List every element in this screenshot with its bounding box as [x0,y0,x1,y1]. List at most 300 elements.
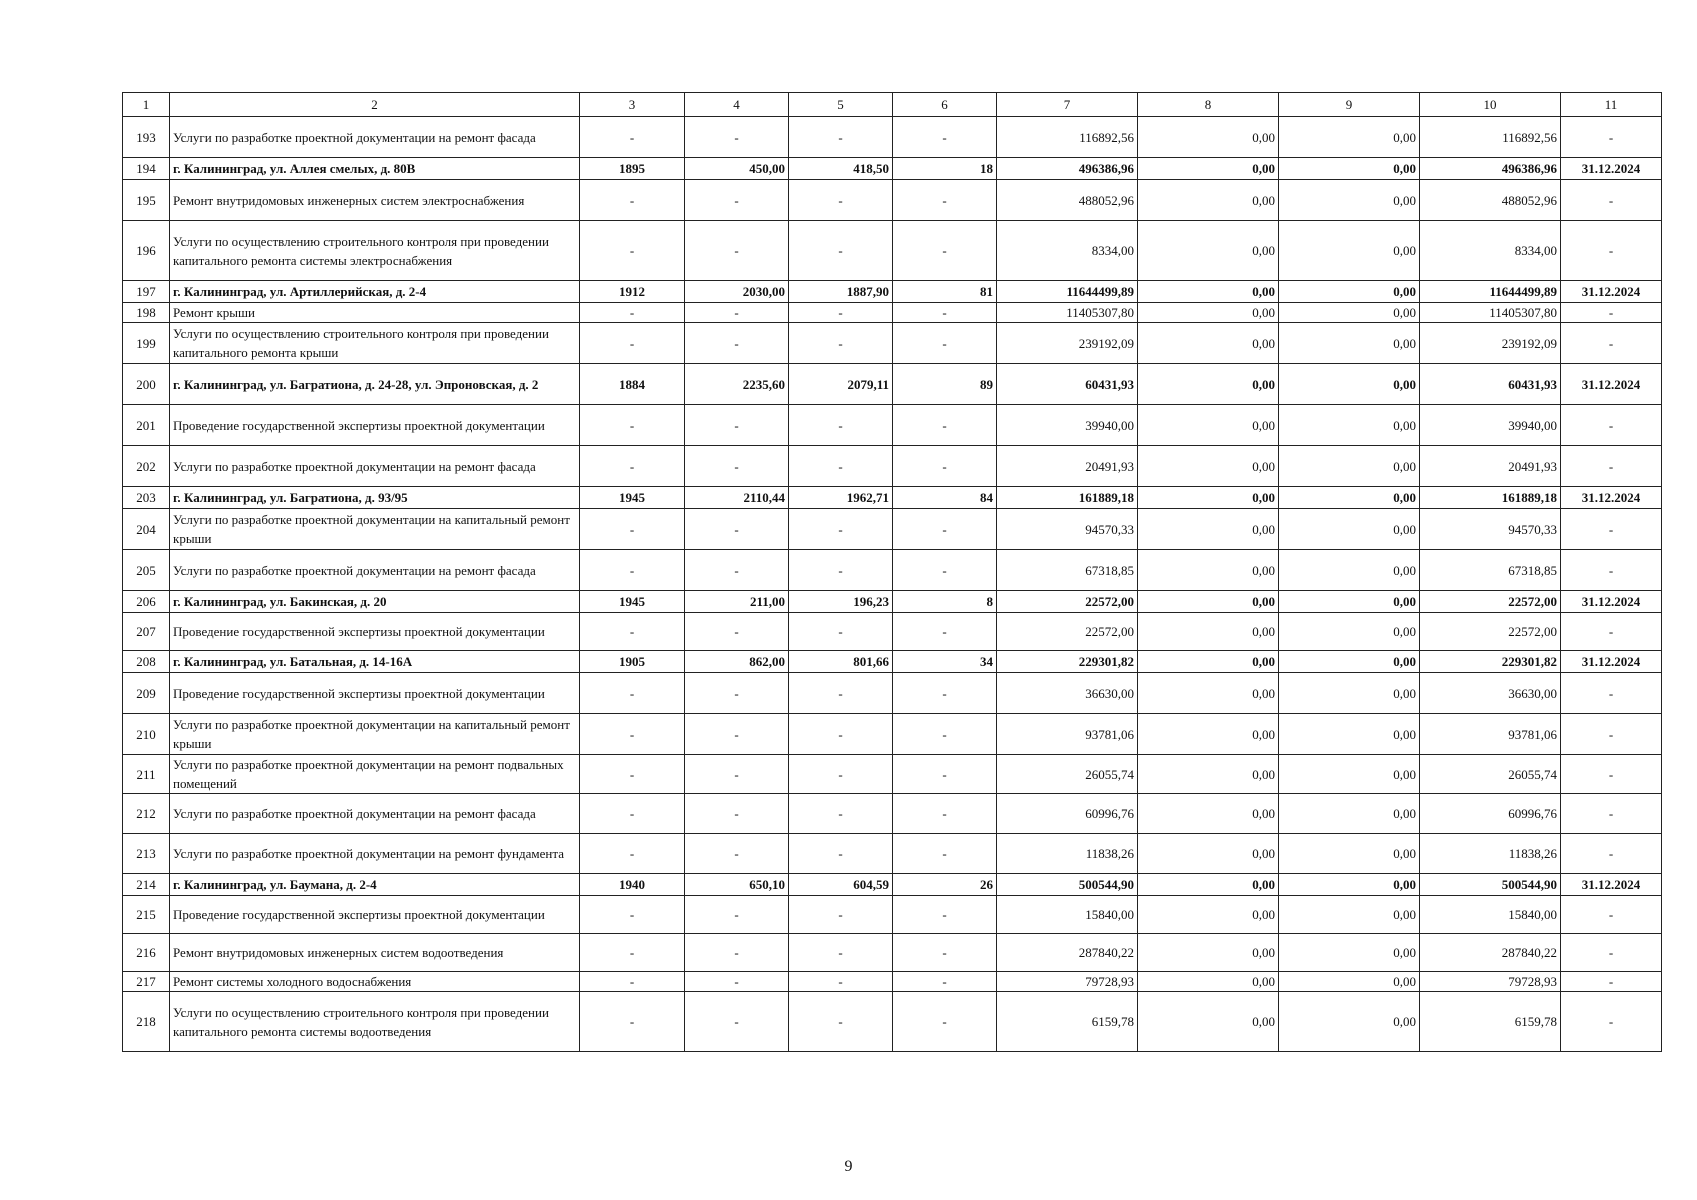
value-cell-c8: 0,00 [1138,364,1279,405]
work-row [123,221,1662,281]
value-cell-c11: - [1561,180,1662,221]
value-cell-c11: - [1561,834,1662,874]
value-cell-c8: 0,00 [1138,509,1279,550]
value-cell-c11: - [1561,972,1662,992]
value-cell-c11: - [1561,896,1662,934]
value-cell-c8: 0,00 [1138,487,1279,509]
value-cell-c10: 11405307,80 [1420,303,1561,323]
value-cell-c3: - [580,613,685,651]
value-cell-c7: 36630,00 [997,673,1138,714]
value-cell-c8: 0,00 [1138,794,1279,834]
page-number: 9 [844,1158,853,1175]
value-cell-c3: - [580,180,685,221]
value-cell-c6: 34 [893,651,997,673]
work-row [123,673,1662,714]
value-cell-c5: - [789,794,893,834]
work-row [123,550,1662,591]
value-cell-c3: - [580,992,685,1052]
work-row [123,992,1662,1052]
address-row [123,651,1662,673]
value-cell-c4: - [685,446,789,487]
value-cell-c11: - [1561,755,1662,794]
value-cell-c9: 0,00 [1279,651,1420,673]
value-cell-c5: - [789,446,893,487]
row-number-cell: 201 [123,405,170,446]
description-cell: Услуги по разработке проектной документации на ремонт фасада [170,550,580,591]
description-cell: г. Калининград, ул. Баумана, д. 2-4 [170,874,580,896]
value-cell-c10: 22572,00 [1420,591,1561,613]
value-cell-c4: - [685,896,789,934]
works-table [122,92,1662,1052]
value-cell-c10: 496386,96 [1420,158,1561,180]
value-cell-c3: 1945 [580,487,685,509]
value-cell-c6: - [893,405,997,446]
value-cell-c9: 0,00 [1279,972,1420,992]
value-cell-c11: 31.12.2024 [1561,591,1662,613]
value-cell-c10: 22572,00 [1420,613,1561,651]
value-cell-c3: 1912 [580,281,685,303]
value-cell-c6: - [893,303,997,323]
description-cell: г. Калининград, ул. Бакинская, д. 20 [170,591,580,613]
value-cell-c11: - [1561,673,1662,714]
value-cell-c11: 31.12.2024 [1561,874,1662,896]
work-row [123,180,1662,221]
description-cell: Услуги по разработке проектной документации на капитальный ремонт крыши [170,509,580,550]
header-cell: 5 [789,93,893,117]
value-cell-c6: - [893,221,997,281]
value-cell-c3: - [580,972,685,992]
address-row [123,364,1662,405]
value-cell-c11: 31.12.2024 [1561,281,1662,303]
value-cell-c9: 0,00 [1279,364,1420,405]
value-cell-c10: 11644499,89 [1420,281,1561,303]
description-cell: Услуги по разработке проектной документации на ремонт фундамента [170,834,580,874]
value-cell-c9: 0,00 [1279,180,1420,221]
value-cell-c8: 0,00 [1138,613,1279,651]
row-number-cell: 213 [123,834,170,874]
value-cell-c9: 0,00 [1279,487,1420,509]
header-cell: 10 [1420,93,1561,117]
value-cell-c7: 22572,00 [997,613,1138,651]
value-cell-c7: 287840,22 [997,934,1138,972]
row-number-cell: 203 [123,487,170,509]
description-cell: Услуги по разработке проектной документации на ремонт подвальных помещений [170,755,580,794]
value-cell-c8: 0,00 [1138,303,1279,323]
value-cell-c11: - [1561,613,1662,651]
value-cell-c3: - [580,405,685,446]
value-cell-c5: 196,23 [789,591,893,613]
value-cell-c6: - [893,896,997,934]
address-row [123,487,1662,509]
value-cell-c8: 0,00 [1138,834,1279,874]
value-cell-c9: 0,00 [1279,714,1420,755]
value-cell-c5: - [789,755,893,794]
row-number-cell: 216 [123,934,170,972]
row-number-cell: 206 [123,591,170,613]
value-cell-c4: - [685,794,789,834]
value-cell-c6: 26 [893,874,997,896]
value-cell-c8: 0,00 [1138,934,1279,972]
value-cell-c7: 15840,00 [997,896,1138,934]
row-number-cell: 208 [123,651,170,673]
value-cell-c6: - [893,323,997,364]
value-cell-c10: 239192,09 [1420,323,1561,364]
column-number-header-row [123,93,1662,117]
value-cell-c11: - [1561,794,1662,834]
value-cell-c6: - [893,509,997,550]
value-cell-c3: 1884 [580,364,685,405]
row-number-cell: 207 [123,613,170,651]
value-cell-c8: 0,00 [1138,405,1279,446]
value-cell-c5: 2079,11 [789,364,893,405]
value-cell-c10: 15840,00 [1420,896,1561,934]
value-cell-c6: - [893,446,997,487]
value-cell-c11: - [1561,117,1662,158]
description-cell: г. Калининград, ул. Багратиона, д. 24-28, ул. Эпроновская, д. 2 [170,364,580,405]
value-cell-c5: - [789,972,893,992]
value-cell-c8: 0,00 [1138,281,1279,303]
row-number-cell: 214 [123,874,170,896]
value-cell-c9: 0,00 [1279,303,1420,323]
value-cell-c11: - [1561,509,1662,550]
value-cell-c10: 287840,22 [1420,934,1561,972]
value-cell-c7: 229301,82 [997,651,1138,673]
value-cell-c5: - [789,509,893,550]
value-cell-c11: - [1561,323,1662,364]
value-cell-c11: - [1561,934,1662,972]
value-cell-c10: 36630,00 [1420,673,1561,714]
value-cell-c10: 67318,85 [1420,550,1561,591]
value-cell-c8: 0,00 [1138,896,1279,934]
value-cell-c11: - [1561,992,1662,1052]
value-cell-c9: 0,00 [1279,550,1420,591]
value-cell-c9: 0,00 [1279,323,1420,364]
value-cell-c7: 60996,76 [997,794,1138,834]
value-cell-c10: 60431,93 [1420,364,1561,405]
value-cell-c10: 20491,93 [1420,446,1561,487]
value-cell-c6: 18 [893,158,997,180]
value-cell-c4: - [685,972,789,992]
description-cell: Проведение государственной экспертизы проектной документации [170,613,580,651]
value-cell-c3: - [580,446,685,487]
value-cell-c4: - [685,934,789,972]
work-row [123,323,1662,364]
header-cell: 4 [685,93,789,117]
value-cell-c3: - [580,896,685,934]
row-number-cell: 211 [123,755,170,794]
value-cell-c9: 0,00 [1279,934,1420,972]
work-row [123,714,1662,755]
value-cell-c3: 1895 [580,158,685,180]
value-cell-c10: 79728,93 [1420,972,1561,992]
value-cell-c5: - [789,673,893,714]
value-cell-c9: 0,00 [1279,405,1420,446]
value-cell-c5: - [789,550,893,591]
value-cell-c5: 1887,90 [789,281,893,303]
value-cell-c7: 20491,93 [997,446,1138,487]
row-number-cell: 194 [123,158,170,180]
value-cell-c5: - [789,992,893,1052]
row-number-cell: 215 [123,896,170,934]
description-cell: Проведение государственной экспертизы проектной документации [170,673,580,714]
value-cell-c10: 11838,26 [1420,834,1561,874]
value-cell-c8: 0,00 [1138,446,1279,487]
description-cell: Ремонт внутридомовых инженерных систем водоотведения [170,934,580,972]
value-cell-c5: - [789,303,893,323]
value-cell-c9: 0,00 [1279,221,1420,281]
value-cell-c4: 2110,44 [685,487,789,509]
value-cell-c7: 8334,00 [997,221,1138,281]
value-cell-c10: 116892,56 [1420,117,1561,158]
value-cell-c9: 0,00 [1279,509,1420,550]
value-cell-c3: - [580,303,685,323]
value-cell-c8: 0,00 [1138,714,1279,755]
value-cell-c3: - [580,323,685,364]
row-number-cell: 218 [123,992,170,1052]
row-number-cell: 205 [123,550,170,591]
value-cell-c9: 0,00 [1279,992,1420,1052]
description-cell: Проведение государственной экспертизы проектной документации [170,405,580,446]
value-cell-c5: - [789,221,893,281]
value-cell-c6: 84 [893,487,997,509]
address-row [123,158,1662,180]
value-cell-c4: - [685,714,789,755]
value-cell-c6: - [893,834,997,874]
value-cell-c8: 0,00 [1138,651,1279,673]
value-cell-c9: 0,00 [1279,613,1420,651]
value-cell-c6: - [893,714,997,755]
value-cell-c7: 11405307,80 [997,303,1138,323]
value-cell-c7: 67318,85 [997,550,1138,591]
value-cell-c3: - [580,794,685,834]
value-cell-c9: 0,00 [1279,794,1420,834]
value-cell-c7: 39940,00 [997,405,1138,446]
value-cell-c8: 0,00 [1138,972,1279,992]
header-cell: 6 [893,93,997,117]
value-cell-c5: 604,59 [789,874,893,896]
value-cell-c5: - [789,934,893,972]
value-cell-c7: 22572,00 [997,591,1138,613]
value-cell-c4: - [685,117,789,158]
value-cell-c10: 229301,82 [1420,651,1561,673]
value-cell-c10: 488052,96 [1420,180,1561,221]
value-cell-c10: 26055,74 [1420,755,1561,794]
value-cell-c9: 0,00 [1279,117,1420,158]
value-cell-c11: 31.12.2024 [1561,487,1662,509]
value-cell-c10: 6159,78 [1420,992,1561,1052]
work-row [123,303,1662,323]
address-row [123,281,1662,303]
value-cell-c5: - [789,117,893,158]
value-cell-c7: 79728,93 [997,972,1138,992]
value-cell-c4: - [685,509,789,550]
value-cell-c4: - [685,613,789,651]
value-cell-c8: 0,00 [1138,673,1279,714]
description-cell: г. Калининград, ул. Артиллерийская, д. 2-4 [170,281,580,303]
value-cell-c8: 0,00 [1138,180,1279,221]
value-cell-c10: 60996,76 [1420,794,1561,834]
header-cell: 7 [997,93,1138,117]
value-cell-c5: 801,66 [789,651,893,673]
value-cell-c7: 496386,96 [997,158,1138,180]
row-number-cell: 210 [123,714,170,755]
work-row [123,405,1662,446]
value-cell-c5: - [789,613,893,651]
value-cell-c4: 650,10 [685,874,789,896]
value-cell-c8: 0,00 [1138,591,1279,613]
work-row [123,117,1662,158]
work-row [123,613,1662,651]
value-cell-c4: 450,00 [685,158,789,180]
value-cell-c10: 500544,90 [1420,874,1561,896]
work-row [123,755,1662,794]
value-cell-c7: 6159,78 [997,992,1138,1052]
value-cell-c5: - [789,714,893,755]
value-cell-c4: - [685,180,789,221]
value-cell-c6: - [893,934,997,972]
address-row [123,874,1662,896]
value-cell-c3: - [580,755,685,794]
header-cell: 3 [580,93,685,117]
value-cell-c4: - [685,673,789,714]
value-cell-c7: 116892,56 [997,117,1138,158]
address-row [123,591,1662,613]
value-cell-c3: - [580,117,685,158]
value-cell-c4: 2030,00 [685,281,789,303]
row-number-cell: 196 [123,221,170,281]
value-cell-c3: 1905 [580,651,685,673]
row-number-cell: 204 [123,509,170,550]
row-number-cell: 195 [123,180,170,221]
value-cell-c4: - [685,303,789,323]
work-row [123,834,1662,874]
value-cell-c7: 11838,26 [997,834,1138,874]
value-cell-c11: 31.12.2024 [1561,651,1662,673]
value-cell-c6: - [893,673,997,714]
description-cell: Услуги по осуществлению строительного контроля при проведении капитального ремонта крыши [170,323,580,364]
work-row [123,972,1662,992]
value-cell-c3: 1945 [580,591,685,613]
description-cell: Услуги по разработке проектной документации на ремонт фасада [170,794,580,834]
value-cell-c4: 211,00 [685,591,789,613]
work-row [123,934,1662,972]
description-cell: Ремонт системы холодного водоснабжения [170,972,580,992]
description-cell: Услуги по разработке проектной документации на ремонт фасада [170,117,580,158]
value-cell-c6: 81 [893,281,997,303]
value-cell-c7: 94570,33 [997,509,1138,550]
value-cell-c4: - [685,323,789,364]
value-cell-c5: - [789,180,893,221]
header-cell: 9 [1279,93,1420,117]
value-cell-c9: 0,00 [1279,874,1420,896]
value-cell-c3: - [580,550,685,591]
value-cell-c3: - [580,834,685,874]
value-cell-c4: - [685,221,789,281]
value-cell-c8: 0,00 [1138,755,1279,794]
value-cell-c4: 862,00 [685,651,789,673]
value-cell-c10: 8334,00 [1420,221,1561,281]
value-cell-c7: 488052,96 [997,180,1138,221]
value-cell-c7: 60431,93 [997,364,1138,405]
row-number-cell: 199 [123,323,170,364]
work-row [123,896,1662,934]
description-cell: Проведение государственной экспертизы проектной документации [170,896,580,934]
value-cell-c9: 0,00 [1279,896,1420,934]
row-number-cell: 197 [123,281,170,303]
row-number-cell: 193 [123,117,170,158]
value-cell-c9: 0,00 [1279,281,1420,303]
work-row [123,794,1662,834]
value-cell-c11: - [1561,221,1662,281]
value-cell-c6: - [893,117,997,158]
value-cell-c9: 0,00 [1279,591,1420,613]
value-cell-c10: 94570,33 [1420,509,1561,550]
value-cell-c7: 93781,06 [997,714,1138,755]
value-cell-c4: - [685,550,789,591]
value-cell-c4: - [685,992,789,1052]
value-cell-c6: - [893,794,997,834]
value-cell-c5: - [789,834,893,874]
value-cell-c10: 39940,00 [1420,405,1561,446]
value-cell-c11: 31.12.2024 [1561,364,1662,405]
value-cell-c6: - [893,613,997,651]
value-cell-c7: 500544,90 [997,874,1138,896]
header-cell: 1 [123,93,170,117]
row-number-cell: 198 [123,303,170,323]
value-cell-c7: 11644499,89 [997,281,1138,303]
value-cell-c8: 0,00 [1138,117,1279,158]
value-cell-c7: 239192,09 [997,323,1138,364]
value-cell-c5: - [789,405,893,446]
value-cell-c3: - [580,714,685,755]
value-cell-c8: 0,00 [1138,158,1279,180]
work-row [123,509,1662,550]
value-cell-c8: 0,00 [1138,874,1279,896]
value-cell-c9: 0,00 [1279,755,1420,794]
description-cell: г. Калининград, ул. Батальная, д. 14-16А [170,651,580,673]
value-cell-c4: - [685,834,789,874]
value-cell-c5: - [789,896,893,934]
value-cell-c3: - [580,673,685,714]
value-cell-c7: 161889,18 [997,487,1138,509]
description-cell: Услуги по разработке проектной документации на капитальный ремонт крыши [170,714,580,755]
value-cell-c6: - [893,180,997,221]
value-cell-c9: 0,00 [1279,158,1420,180]
description-cell: г. Калининград, ул. Багратиона, д. 93/95 [170,487,580,509]
description-cell: Услуги по осуществлению строительного контроля при проведении капитального ремонта системы электроснабжения [170,221,580,281]
value-cell-c6: 89 [893,364,997,405]
value-cell-c5: - [789,323,893,364]
value-cell-c9: 0,00 [1279,673,1420,714]
value-cell-c7: 26055,74 [997,755,1138,794]
description-cell: Ремонт крыши [170,303,580,323]
header-cell: 8 [1138,93,1279,117]
description-cell: Услуги по осуществлению строительного контроля при проведении капитального ремонта системы водоотведения [170,992,580,1052]
value-cell-c11: - [1561,405,1662,446]
description-cell: г. Калининград, ул. Аллея смелых, д. 80В [170,158,580,180]
row-number-cell: 212 [123,794,170,834]
value-cell-c11: - [1561,550,1662,591]
value-cell-c11: - [1561,714,1662,755]
value-cell-c3: - [580,509,685,550]
value-cell-c6: - [893,550,997,591]
value-cell-c4: 2235,60 [685,364,789,405]
value-cell-c8: 0,00 [1138,992,1279,1052]
description-cell: Услуги по разработке проектной документации на ремонт фасада [170,446,580,487]
value-cell-c5: 1962,71 [789,487,893,509]
value-cell-c9: 0,00 [1279,834,1420,874]
value-cell-c4: - [685,755,789,794]
